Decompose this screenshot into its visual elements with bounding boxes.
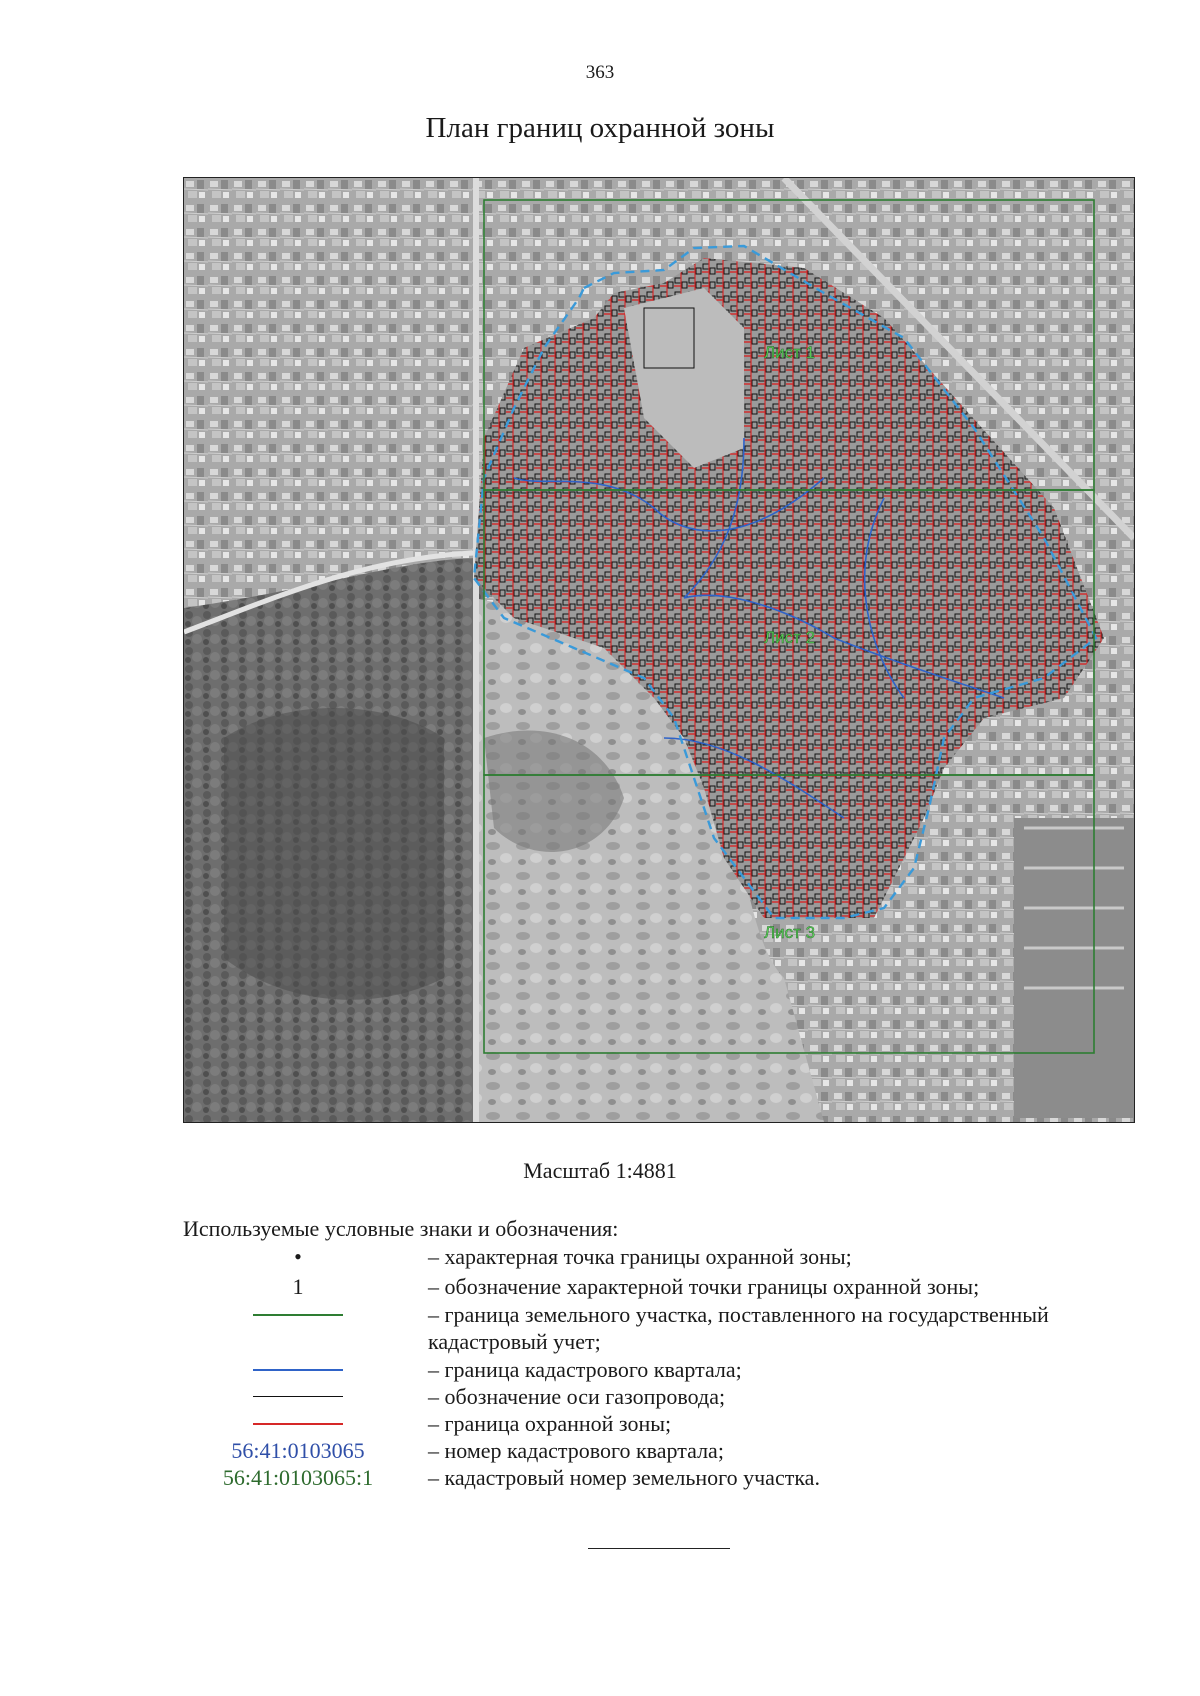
legend-text: – обозначение характерной точки границы охранной зоны; bbox=[428, 1274, 980, 1299]
legend-heading: Используемые условные знаки и обозначения: bbox=[183, 1216, 619, 1241]
map-scale: Масштаб 1:4881 bbox=[523, 1158, 677, 1183]
legend-text: – характерная точка границы охранной зоны; bbox=[428, 1244, 852, 1269]
sheet-label-1: Лист 1 bbox=[764, 343, 816, 362]
page-title: План границ охранной зоны bbox=[425, 112, 775, 144]
plot-number-sample: 56:41:0103065:1 bbox=[222, 1465, 374, 1490]
sheet-label-2: Лист 2 bbox=[764, 628, 816, 647]
legend-text: – кадастровый номер земельного участка. bbox=[428, 1465, 820, 1490]
footer-divider bbox=[588, 1548, 730, 1549]
legend-text: – граница охранной зоны; bbox=[428, 1411, 672, 1436]
red-line-icon bbox=[253, 1423, 343, 1425]
black-line-icon bbox=[253, 1396, 343, 1397]
legend-item-land-plot bbox=[183, 1301, 1143, 1357]
sheet-label-3: Лист 3 bbox=[764, 923, 816, 942]
legend-text: – номер кадастрового квартала; bbox=[428, 1438, 724, 1463]
point-number-symbol: 1 bbox=[292, 1274, 304, 1299]
point-marker-icon: • bbox=[294, 1244, 302, 1269]
legend-text: – граница земельного участка, поставленного на государственный кадастровый учет; bbox=[428, 1302, 1049, 1354]
page-number: 363 bbox=[585, 62, 615, 83]
legend-text: – граница кадастрового квартала; bbox=[428, 1357, 742, 1382]
aerial-map bbox=[183, 177, 1135, 1123]
quarter-number-sample: 56:41:0103065 bbox=[231, 1438, 365, 1463]
blue-line-icon bbox=[253, 1369, 343, 1371]
legend-text: – обозначение оси газопровода; bbox=[428, 1384, 726, 1409]
green-line-icon bbox=[253, 1314, 343, 1316]
